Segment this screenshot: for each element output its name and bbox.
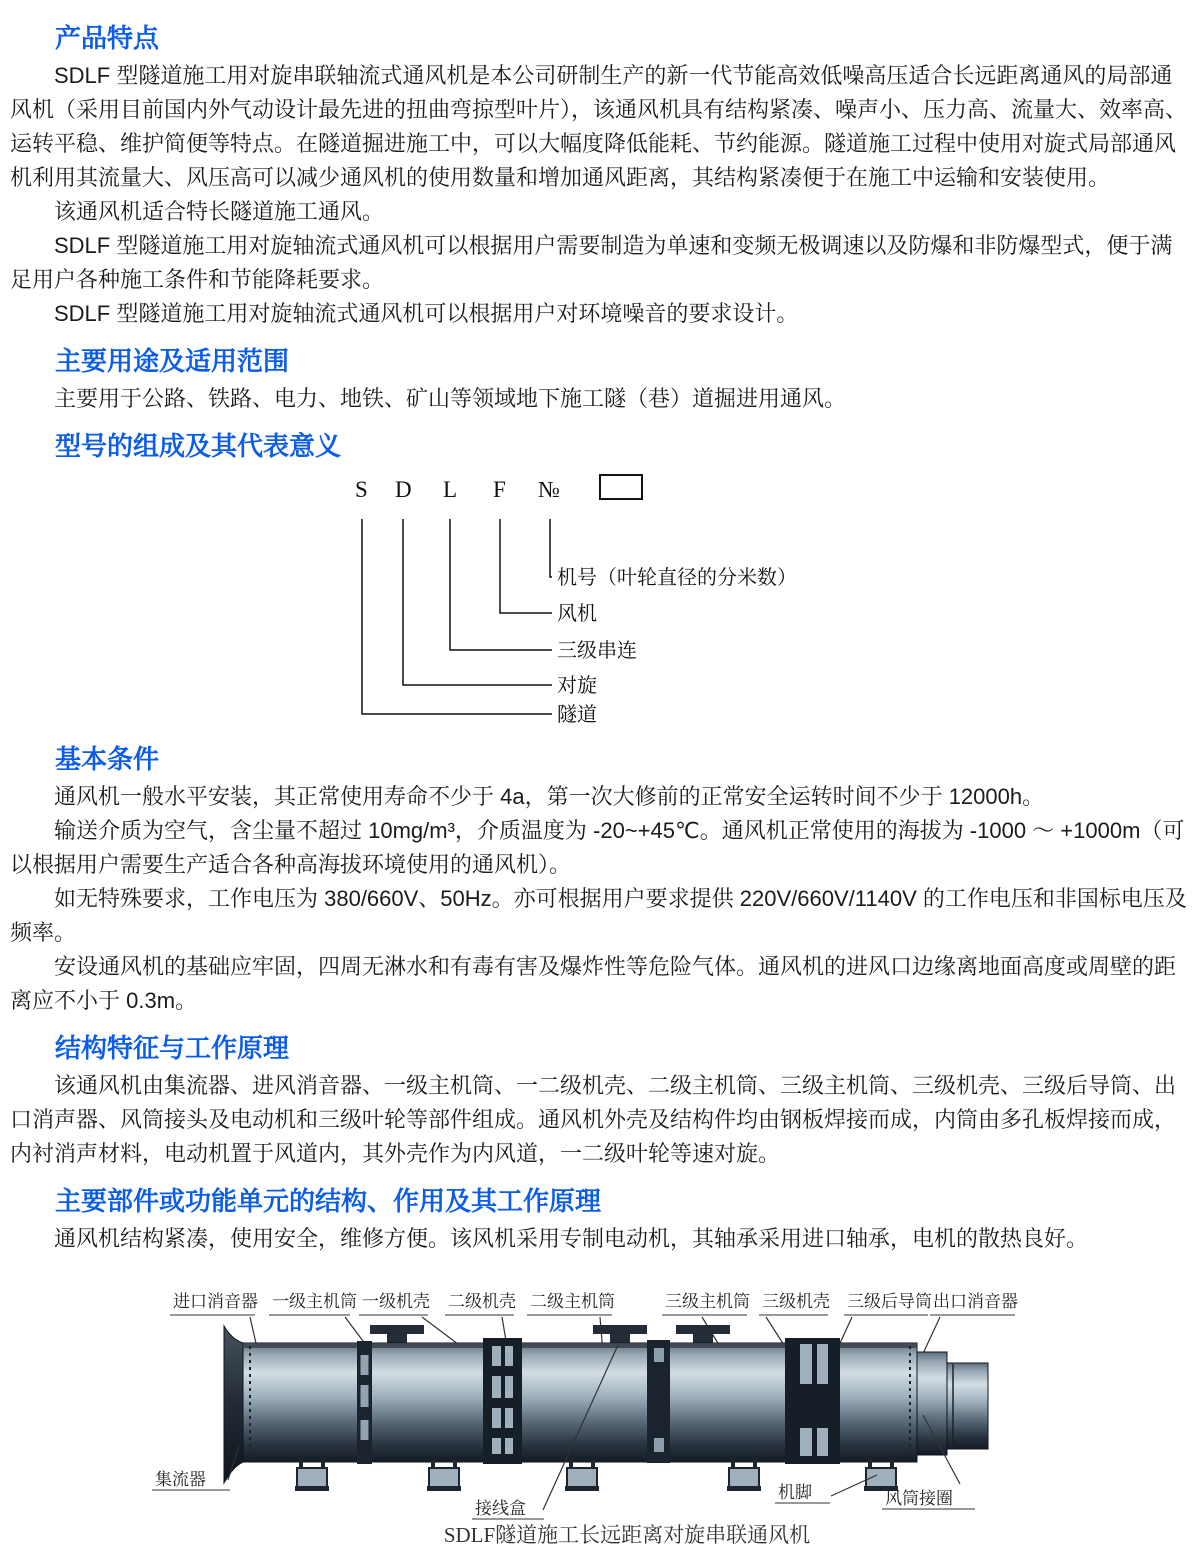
fan-diagram-caption: SDLF隧道施工长远距离对旋串联通风机 [443,1523,811,1547]
fan-top-labels [170,1292,1018,1315]
part-label-stage2-main-tube: 二级主机筒 [530,1292,615,1311]
inlet-bell [224,1326,243,1483]
heading-main-usage: 主要用途及适用范围 [55,346,290,376]
model-letter-f: F [493,477,506,502]
flange-cluster-3 [647,1340,670,1463]
model-label-number: 机号（叶轮直径的分米数） [557,567,797,589]
paragraph: 主要用于公路、铁路、电力、地铁、矿山等领域地下施工隧（巷）道掘进用通风。 [54,386,847,411]
paragraph: 安设通风机的基础应牢固，四周无淋水和有毒有害及爆炸性等危险气体。通风机的进风口边缘离地面高度或周壁的距离应不小于 0.3m。 [10,954,1177,1013]
model-label-tunnel: 隧道 [557,704,597,726]
model-letter-d: D [395,477,412,502]
model-number-box [600,475,642,499]
model-letter-l: L [443,477,458,502]
part-label-stage3-main-tube: 三级主机筒 [665,1292,750,1311]
fan-assembly-diagram [10,1280,1190,1562]
model-label-contra-rotating: 对旋 [557,675,597,697]
flange-cluster-2 [483,1338,522,1464]
part-label-stage2-casing: 二级机壳 [448,1292,516,1311]
part-label-junction-box: 接线盒 [475,1499,526,1518]
fan-assembly-drawing [150,1280,1070,1558]
paragraph: 输送介质为空气，含尘量不超过 10mg/m³，介质温度为 -20~+45℃。通风机正常使用的海拔为 -1000 ～ +1000m（可以根据用户需要生产适合各种高海拔环境使用的通风机）。 [10,818,1185,877]
model-composition-diagram [10,467,1190,729]
part-label-stage3-casing: 三级机壳 [762,1292,830,1311]
outlet-step-ring [917,1352,947,1455]
paragraph: 该通风机适合特长隧道施工通风。 [54,199,385,224]
paragraph: SDLF 型隧道施工用对旋轴流式通风机可以根据用户需要制造为单速和变频无极调速以及防爆和非防爆型式，便于满足用户各种施工条件和节能降耗要求。 [10,233,1173,292]
paragraph: 通风机一般水平安装，其正常使用寿命不少于 4a，第一次大修前的正常安全运转时间不少于 12000h。 [54,784,1045,809]
heading-structure-principle: 结构特征与工作原理 [55,1033,290,1063]
paragraph: SDLF 型隧道施工用对旋串联轴流式通风机是本公司研制生产的新一代节能高效低噪高压适合长远距离通风的局部通风机（采用目前国内外气动设计最先进的扭曲弯掠型叶片），该通风机具有结构紧凑、噪声小、压力高、流量大、效率高、运转平稳、维护简便等特点。在隧道掘进施工中，可以大幅度降低能耗、节约能源。隧道施工过程中使用对旋式局部通风机利用其流量大、风压高可以减少通风机的使用数量和增加通风距离，其结构紧凑便于在施工中运输和安装使用。 [10,63,1188,190]
flange-cluster-1 [357,1341,372,1464]
part-label-stage3-guide-tube: 三级后导筒 [847,1292,932,1311]
part-label-inlet-silencer: 进口消音器 [173,1292,258,1311]
flange-cluster-4 [785,1338,840,1464]
part-label-collector: 集流器 [155,1470,206,1489]
part-label-outlet-silencer: 出口消音器 [933,1292,1018,1311]
model-letter-s: S [355,477,368,502]
part-label-duct-ring: 风筒接圈 [885,1489,953,1508]
heading-basic-conditions: 基本条件 [55,744,160,774]
part-label-stage1-main-tube: 一级主机筒 [272,1292,357,1311]
top-hat-fittings [370,1325,730,1344]
heading-product-features: 产品特点 [55,23,160,53]
paragraph: 如无特殊要求，工作电压为 380/660V、50Hz。亦可根据用户要求提供 220V/660V/1140V 的工作电压和非国标电压及频率。 [10,886,1187,945]
paragraph: 通风机结构紧凑，使用安全，维修方便。该风机采用专制电动机，其轴承采用进口轴承，电机的散热良好。 [54,1226,1089,1251]
model-letter-no: № [538,477,560,502]
part-label-machine-foot: 机脚 [778,1483,812,1502]
paragraph: 该通风机由集流器、进风消音器、一级主机筒、一二级机壳、二级主机筒、三级主机筒、三级机壳、三级后导筒、出口消声器、风筒接头及电动机和三级叶轮等部件组成。通风机外壳及结构件均由钢板焊接而成，内筒由多孔板焊接而成，内衬消声材料，电动机置于风道内，其外壳作为内风道，一二级叶轮等速对旋。 [10,1073,1177,1166]
paragraph: SDLF 型隧道施工用对旋轴流式通风机可以根据用户对环境噪音的要求设计。 [54,301,799,326]
heading-model-composition: 型号的组成及其代表意义 [55,431,342,461]
heading-main-parts: 主要部件或功能单元的结构、作用及其工作原理 [55,1186,602,1216]
model-code-tree [345,467,865,729]
part-label-stage1-casing: 一级机壳 [362,1292,430,1311]
model-label-three-stage: 三级串连 [557,640,637,662]
model-label-fan: 风机 [557,603,597,625]
